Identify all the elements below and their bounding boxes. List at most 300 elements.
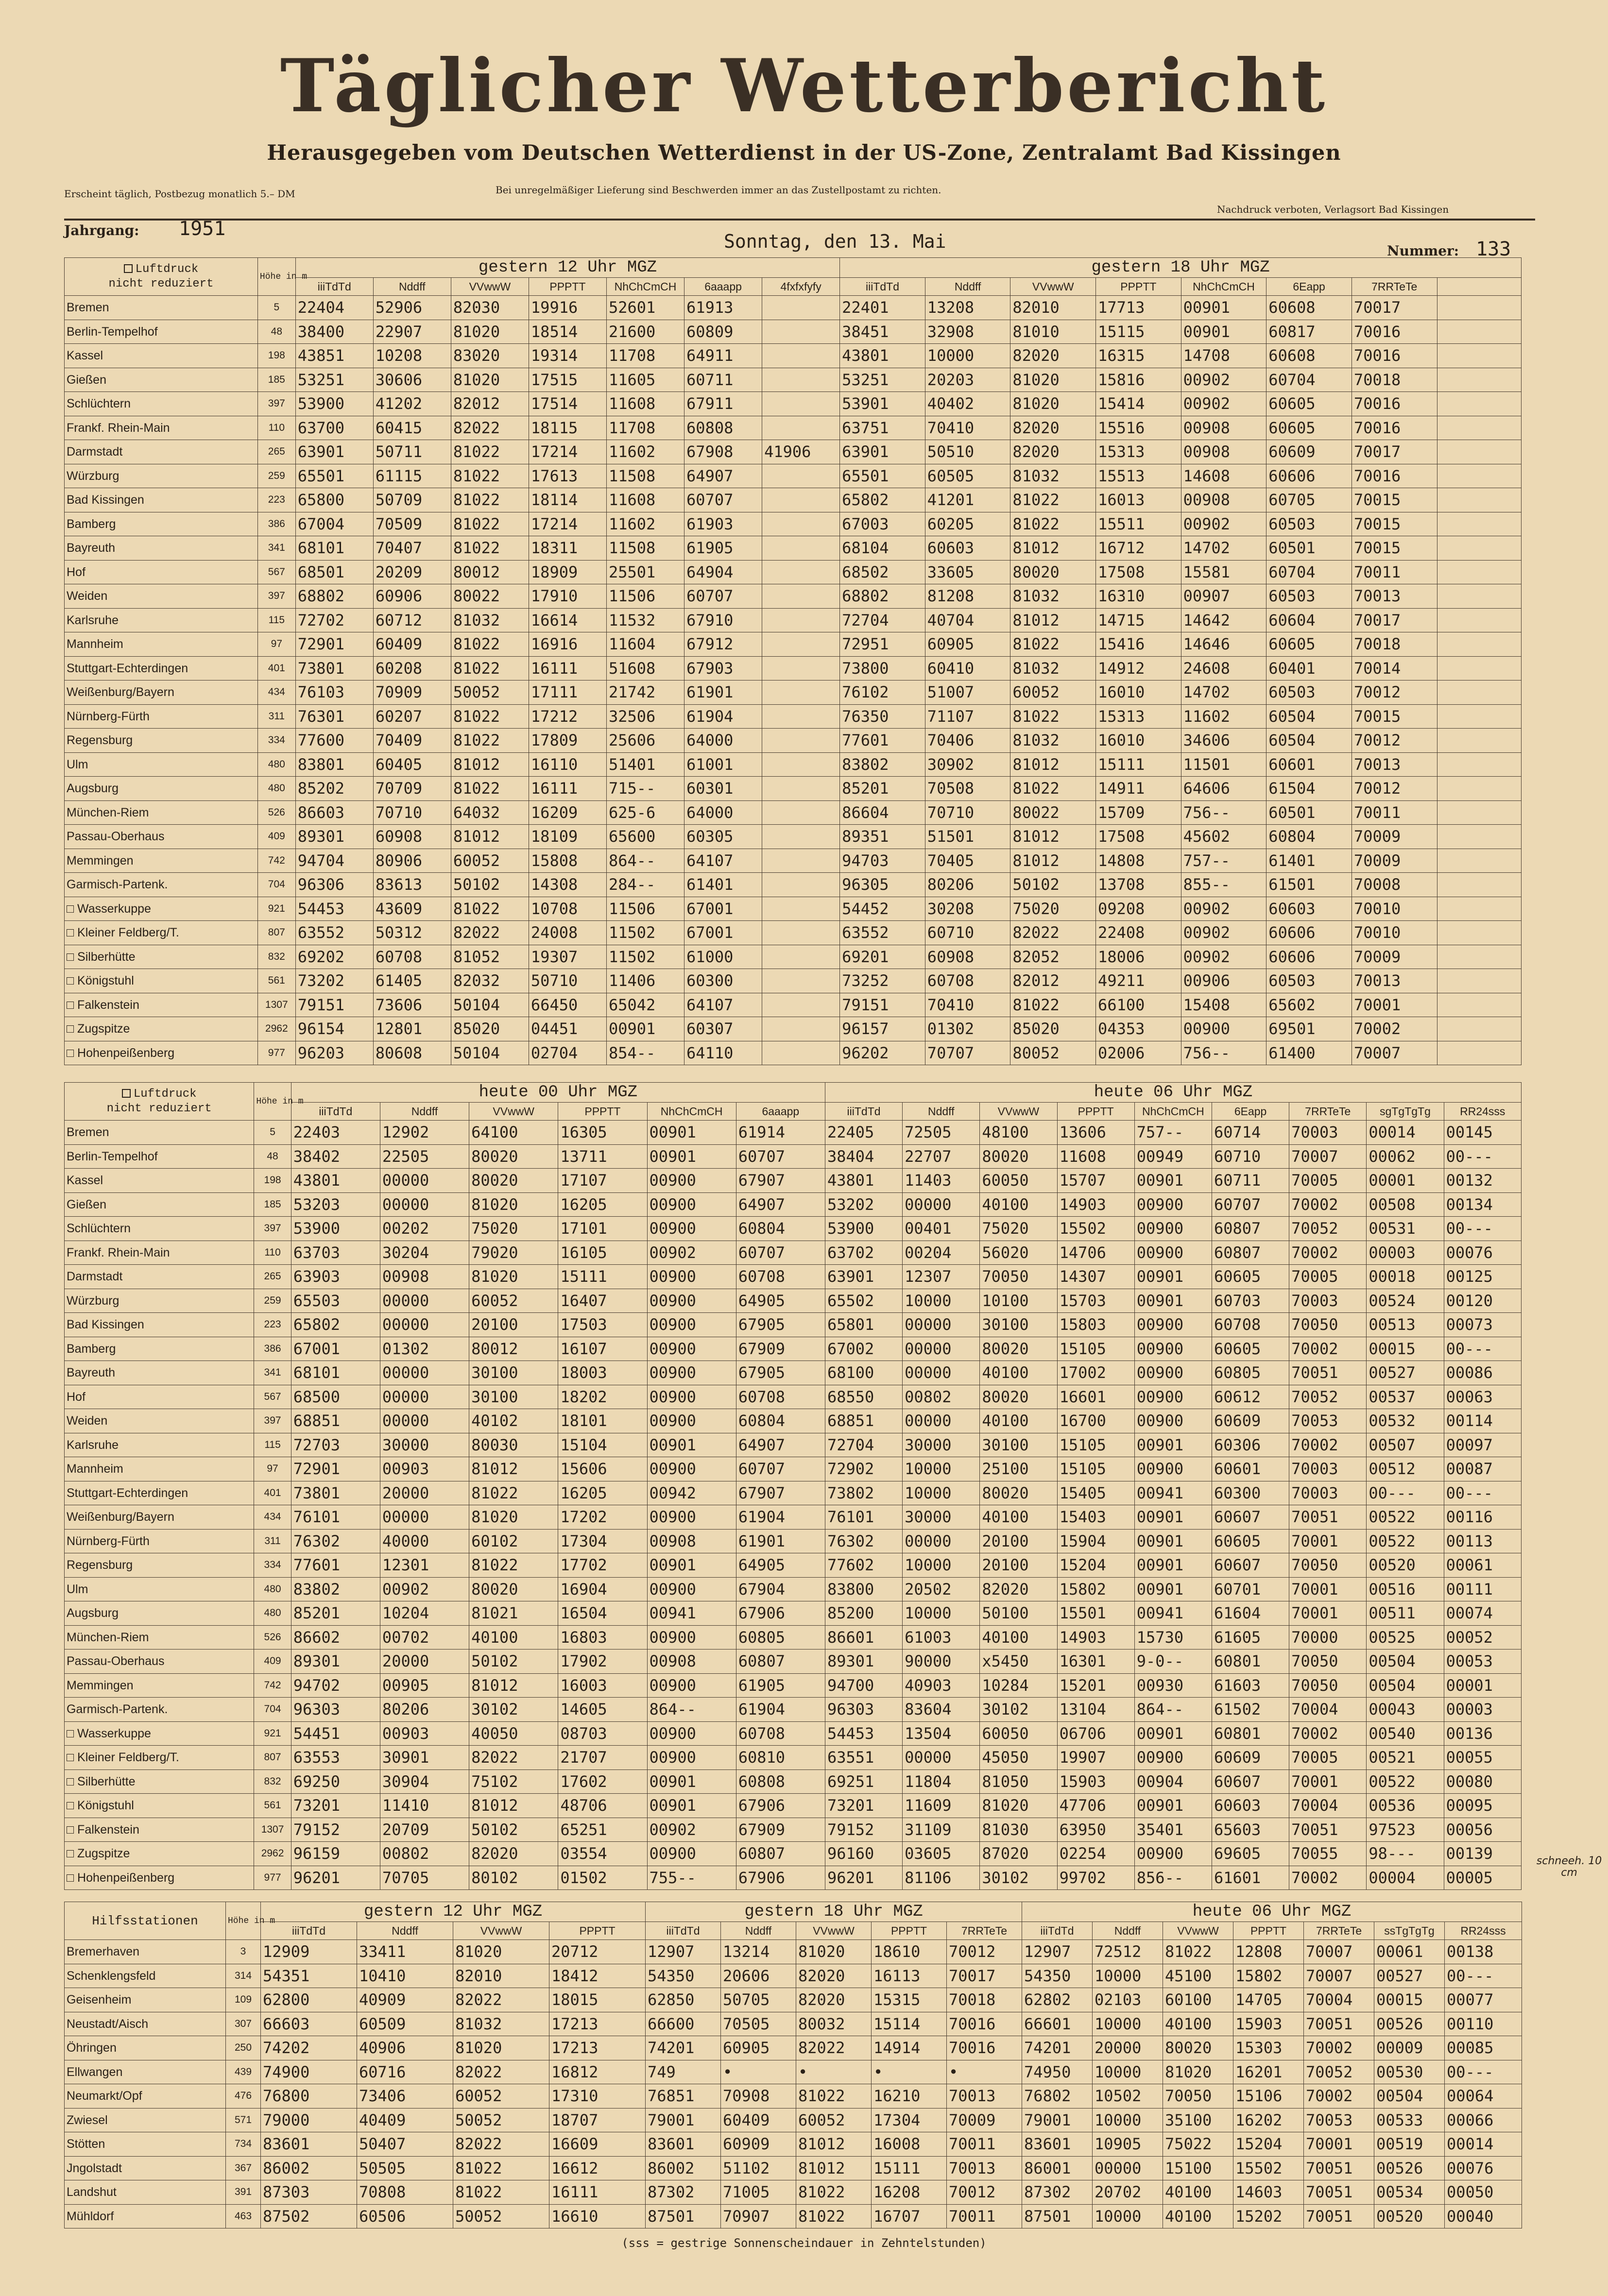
data-cell: 81022	[469, 1481, 558, 1505]
data-cell: 61603	[1212, 1673, 1289, 1698]
column-header: Nddff	[373, 278, 451, 296]
data-cell: 17212	[529, 704, 606, 729]
data-cell: 00125	[1444, 1265, 1521, 1289]
data-cell: 715--	[606, 777, 684, 801]
data-cell: 76302	[825, 1529, 902, 1553]
data-cell: 11602	[606, 440, 684, 464]
data-cell	[762, 704, 840, 729]
data-cell: 81020	[453, 1940, 549, 1964]
data-cell	[762, 656, 840, 680]
data-cell: 00901	[1134, 1433, 1212, 1457]
data-cell: 16407	[558, 1289, 647, 1313]
station-height: 476	[226, 2084, 261, 2109]
station-height: 2962	[254, 1842, 291, 1866]
data-cell: 15414	[1096, 392, 1181, 416]
data-cell: 00204	[903, 1241, 980, 1265]
data-cell: 31109	[903, 1818, 980, 1842]
column-header: Nddff	[380, 1103, 469, 1121]
data-cell: 77601	[291, 1553, 380, 1578]
data-cell: 21742	[606, 680, 684, 705]
data-cell: 99702	[1057, 1866, 1134, 1890]
data-cell: 10284	[980, 1673, 1057, 1698]
data-cell	[762, 536, 840, 561]
data-cell	[762, 897, 840, 921]
data-cell: 60612	[1212, 1385, 1289, 1409]
data-cell: 53202	[825, 1192, 902, 1217]
hilfs-gestern-12-title: gestern 12 Uhr MGZ	[261, 1902, 646, 1922]
data-cell: 32908	[925, 320, 1010, 344]
station-name: □ Königstuhl	[65, 969, 258, 993]
data-cell: 14903	[1057, 1625, 1134, 1650]
data-cell: 81022	[453, 2156, 549, 2180]
data-cell	[1437, 296, 1521, 320]
data-cell: 77601	[840, 729, 925, 753]
data-cell: 00901	[647, 1144, 736, 1169]
data-cell: 30102	[980, 1698, 1057, 1722]
data-cell: 00901	[1134, 1289, 1212, 1313]
data-cell: 00085	[1445, 2036, 1522, 2060]
data-cell: 83802	[291, 1577, 380, 1601]
table-row	[65, 1650, 1522, 1674]
table-row	[65, 1337, 1522, 1361]
data-cell: 00908	[1181, 488, 1266, 512]
data-cell: 16707	[872, 2204, 947, 2228]
station-height: 115	[254, 1433, 291, 1457]
data-cell: 70053	[1289, 1409, 1367, 1433]
data-cell: 67001	[684, 921, 762, 945]
data-cell: 11502	[606, 921, 684, 945]
data-cell: 06706	[1057, 1721, 1134, 1746]
column-header: Nddff	[1093, 1922, 1163, 1940]
data-cell	[1437, 440, 1521, 464]
data-cell: 16202	[1233, 2108, 1304, 2132]
data-cell: 04451	[529, 1017, 606, 1041]
data-cell: 00055	[1444, 1746, 1521, 1770]
data-cell	[762, 873, 840, 897]
table-row	[65, 1842, 1522, 1866]
station-name: Frankf. Rhein-Main	[65, 1241, 254, 1265]
data-cell: 87020	[980, 1842, 1057, 1866]
data-cell: 60506	[357, 2204, 453, 2228]
data-cell: 60050	[980, 1169, 1057, 1193]
data-cell: 00009	[1374, 2036, 1445, 2060]
data-cell: 00052	[1444, 1625, 1521, 1650]
data-cell: 00531	[1367, 1217, 1444, 1241]
data-cell: 80102	[469, 1866, 558, 1890]
station-name: Weiden	[65, 1409, 254, 1433]
footnote: (sss = gestrige Sonnenscheindauer in Zehntelstunden)	[621, 2236, 987, 2250]
station-name: Regensburg	[65, 1553, 254, 1578]
data-cell: 80206	[925, 873, 1010, 897]
data-cell: 70505	[721, 2012, 796, 2036]
data-cell: 66450	[529, 993, 606, 1017]
data-cell: 09208	[1096, 897, 1181, 921]
data-cell: 15403	[1057, 1505, 1134, 1530]
data-cell: 18412	[549, 1964, 646, 1988]
data-cell: 81022	[453, 2180, 549, 2205]
data-cell: 81022	[451, 632, 529, 657]
data-cell: 64606	[1181, 777, 1266, 801]
data-cell: 70004	[1289, 1698, 1367, 1722]
data-cell: 00---	[1445, 2060, 1522, 2084]
luftdruck-header-2: Luftdruck nicht reduziert	[65, 1083, 254, 1121]
station-name: Weiden	[65, 584, 258, 609]
data-cell: 00900	[647, 1625, 736, 1650]
data-cell: 61401	[684, 873, 762, 897]
data-cell: 00902	[647, 1241, 736, 1265]
column-header: iiiTdTd	[261, 1922, 357, 1940]
station-height: 48	[254, 1144, 291, 1169]
table-row	[65, 1409, 1522, 1433]
data-cell: 00097	[1444, 1433, 1521, 1457]
data-cell: 63552	[840, 921, 925, 945]
column-header: sgTgTgTg	[1367, 1103, 1444, 1121]
data-cell: 61501	[1266, 873, 1352, 897]
data-cell: 60605	[1266, 632, 1352, 657]
column-header: RR24sss	[1445, 1922, 1522, 1940]
station-height: 1307	[257, 993, 295, 1017]
data-cell: 82020	[980, 1577, 1057, 1601]
data-cell: 70011	[947, 2132, 1022, 2157]
number-label: Nummer:	[1387, 243, 1459, 259]
data-cell: 10000	[903, 1289, 980, 1313]
data-cell: 30208	[925, 897, 1010, 921]
station-name: □ Kleiner Feldberg/T.	[65, 1746, 254, 1770]
data-cell: 60607	[1212, 1505, 1289, 1530]
data-cell: 00145	[1444, 1121, 1521, 1145]
data-cell: 00905	[380, 1673, 469, 1698]
data-cell	[1437, 536, 1521, 561]
data-cell: 00---	[1444, 1217, 1521, 1241]
data-cell: 00113	[1444, 1529, 1521, 1553]
data-cell: 60604	[1266, 608, 1352, 632]
column-header: PPPTT	[1096, 278, 1181, 296]
station-name: Nürnberg-Fürth	[65, 1529, 254, 1553]
data-cell: 16609	[549, 2132, 646, 2157]
data-cell: 14605	[558, 1698, 647, 1722]
data-cell: 80020	[980, 1385, 1057, 1409]
data-cell: 10000	[903, 1553, 980, 1578]
data-cell: 68550	[825, 1385, 902, 1409]
data-cell: 30100	[980, 1433, 1057, 1457]
data-cell: 00802	[380, 1842, 469, 1866]
data-cell: 74201	[1022, 2036, 1093, 2060]
data-cell: 82052	[1010, 945, 1096, 969]
data-cell: 00095	[1444, 1794, 1521, 1818]
data-cell: 54351	[261, 1964, 357, 1988]
data-cell: 81022	[1163, 1940, 1233, 1964]
data-cell: 00532	[1367, 1409, 1444, 1433]
data-cell: 82020	[1010, 440, 1096, 464]
data-cell: 15581	[1181, 560, 1266, 584]
data-cell: 76302	[291, 1529, 380, 1553]
data-cell: 00908	[380, 1265, 469, 1289]
data-cell: 00064	[1445, 2084, 1522, 2109]
data-cell: 60704	[1266, 560, 1352, 584]
station-height: 1307	[254, 1818, 291, 1842]
data-cell: 60804	[736, 1217, 825, 1241]
data-cell: 70707	[925, 1041, 1010, 1065]
data-cell: 81022	[1010, 632, 1096, 657]
data-cell: 41202	[373, 392, 451, 416]
table-row	[65, 368, 1522, 392]
data-cell: 81020	[469, 1265, 558, 1289]
data-cell: 48706	[558, 1794, 647, 1818]
data-cell: 00139	[1444, 1842, 1521, 1866]
data-cell: 60208	[373, 656, 451, 680]
column-header: iiiTdTd	[825, 1103, 902, 1121]
data-cell: 13711	[558, 1144, 647, 1169]
data-cell: 82010	[453, 1964, 549, 1988]
data-cell: 79001	[1022, 2108, 1093, 2132]
station-height: 198	[257, 344, 295, 368]
data-cell: 81022	[451, 440, 529, 464]
station-name: Bremen	[65, 1121, 254, 1145]
data-cell	[762, 608, 840, 632]
data-cell: 40000	[380, 1529, 469, 1553]
column-header: VVwwW	[451, 278, 529, 296]
column-header: 7RRTeTe	[1304, 1922, 1374, 1940]
data-cell: 87501	[646, 2204, 721, 2228]
data-cell: 10208	[373, 344, 451, 368]
data-cell	[1437, 680, 1521, 705]
table-row	[65, 1698, 1522, 1722]
data-cell: 24608	[1181, 656, 1266, 680]
station-height: 480	[257, 752, 295, 777]
data-cell: 60603	[925, 536, 1010, 561]
data-cell: 77600	[295, 729, 373, 753]
data-cell: 81032	[453, 2012, 549, 2036]
data-cell: 10100	[980, 1289, 1057, 1313]
table-row	[65, 1988, 1522, 2012]
data-cell: 864--	[647, 1698, 736, 1722]
data-cell: 00906	[1181, 969, 1266, 993]
data-cell	[1437, 921, 1521, 945]
table-row	[65, 1529, 1522, 1553]
data-cell: 61502	[1212, 1698, 1289, 1722]
data-cell: 70017	[947, 1964, 1022, 1988]
data-cell: 00076	[1444, 1241, 1521, 1265]
data-cell: 33605	[925, 560, 1010, 584]
data-cell: 82032	[451, 969, 529, 993]
data-cell: 70001	[1289, 1601, 1367, 1626]
station-height: 409	[257, 825, 295, 849]
station-name: Ulm	[65, 1577, 254, 1601]
data-cell: 16003	[558, 1673, 647, 1698]
data-cell: 83802	[840, 752, 925, 777]
data-cell: 67906	[736, 1601, 825, 1626]
data-cell: 80032	[796, 2012, 872, 2036]
data-cell: 16504	[558, 1601, 647, 1626]
station-name: Ulm	[65, 752, 258, 777]
data-cell: 60905	[925, 632, 1010, 657]
data-cell: 67909	[736, 1337, 825, 1361]
data-cell: 10000	[903, 1601, 980, 1626]
data-cell: 51608	[606, 656, 684, 680]
data-cell: 22403	[291, 1121, 380, 1145]
data-cell: 81106	[903, 1866, 980, 1890]
data-cell: 00902	[1181, 921, 1266, 945]
data-cell: 80012	[451, 560, 529, 584]
data-cell: 17213	[549, 2036, 646, 2060]
data-cell: 76802	[1022, 2084, 1093, 2109]
data-cell: 00000	[380, 1169, 469, 1193]
data-cell: 15703	[1057, 1289, 1134, 1313]
data-cell: 70709	[373, 777, 451, 801]
data-cell: 60707	[684, 488, 762, 512]
data-cell: 00001	[1367, 1169, 1444, 1193]
data-cell: 00504	[1374, 2084, 1445, 2109]
data-cell: 70003	[1289, 1457, 1367, 1481]
data-cell: 02006	[1096, 1041, 1181, 1065]
data-cell: 64905	[736, 1289, 825, 1313]
data-cell: 81022	[1010, 488, 1096, 512]
data-cell: 00---	[1444, 1337, 1521, 1361]
data-cell: 11532	[606, 608, 684, 632]
data-cell: 83613	[373, 873, 451, 897]
data-cell: 72902	[825, 1457, 902, 1481]
data-cell: 81020	[451, 320, 529, 344]
data-cell: 00508	[1367, 1192, 1444, 1217]
data-cell: 60701	[1212, 1577, 1289, 1601]
data-cell: 17902	[558, 1650, 647, 1674]
data-cell: 79020	[469, 1241, 558, 1265]
data-cell: 00000	[380, 1385, 469, 1409]
data-cell: 20100	[469, 1313, 558, 1337]
data-cell: 864--	[606, 849, 684, 873]
data-cell: 13504	[903, 1721, 980, 1746]
table-row	[65, 1721, 1522, 1746]
complaint-note: Bei unregelmäßiger Lieferung sind Beschwerden immer an das Zustellpostamt zu richten.	[496, 184, 941, 196]
station-height: 832	[254, 1769, 291, 1794]
data-cell: 81022	[451, 488, 529, 512]
data-cell: 96306	[295, 873, 373, 897]
data-cell: 61605	[1212, 1625, 1289, 1650]
data-cell: 00902	[1181, 897, 1266, 921]
data-cell: 00000	[380, 1289, 469, 1313]
station-height: 977	[257, 1041, 295, 1065]
data-cell: 70907	[721, 2204, 796, 2228]
data-cell: 00000	[903, 1313, 980, 1337]
station-name: Kassel	[65, 344, 258, 368]
data-cell: 00900	[1134, 1385, 1212, 1409]
data-cell: 00000	[1093, 2156, 1163, 2180]
data-cell: 82020	[469, 1842, 558, 1866]
data-cell: 70004	[1304, 1988, 1374, 2012]
data-cell: 45100	[1163, 1964, 1233, 1988]
data-cell: 51102	[721, 2156, 796, 2180]
data-cell: 43801	[825, 1169, 902, 1193]
data-cell: 70018	[1351, 368, 1437, 392]
data-cell: 00056	[1444, 1818, 1521, 1842]
data-cell: 16315	[1096, 344, 1181, 368]
data-cell: 14702	[1181, 536, 1266, 561]
data-cell: 14903	[1057, 1192, 1134, 1217]
station-height: 97	[257, 632, 295, 657]
data-cell: 70002	[1304, 2036, 1374, 2060]
station-height: 334	[257, 729, 295, 753]
data-cell	[1437, 320, 1521, 344]
table-row	[65, 1289, 1522, 1313]
data-cell: 17809	[529, 729, 606, 753]
data-cell: 15511	[1096, 512, 1181, 536]
data-cell: 14708	[1181, 344, 1266, 368]
data-cell: 60415	[373, 416, 451, 440]
data-cell: 96160	[825, 1842, 902, 1866]
data-cell: 16010	[1096, 680, 1181, 705]
data-cell: 00900	[647, 1746, 736, 1770]
data-cell: 69202	[295, 945, 373, 969]
data-cell: 17508	[1096, 825, 1181, 849]
data-cell: 70013	[1351, 969, 1437, 993]
data-cell: 60503	[1266, 680, 1352, 705]
data-cell: 00901	[647, 1769, 736, 1794]
data-cell: 16201	[1233, 2060, 1304, 2084]
data-cell: 02704	[529, 1041, 606, 1065]
data-cell: 86001	[1022, 2156, 1093, 2180]
data-cell: 70052	[1304, 2060, 1374, 2084]
data-cell: 40704	[925, 608, 1010, 632]
data-cell: 73202	[295, 969, 373, 993]
data-cell: 83601	[646, 2132, 721, 2157]
luftdruck-header: Luftdruck nicht reduziert	[65, 258, 258, 296]
data-cell: 70015	[1351, 488, 1437, 512]
data-cell: 00900	[1134, 1192, 1212, 1217]
data-cell: 30000	[380, 1433, 469, 1457]
station-name: Bamberg	[65, 1337, 254, 1361]
data-cell: 00942	[647, 1481, 736, 1505]
data-cell: 15100	[1163, 2156, 1233, 2180]
data-cell: 16210	[872, 2084, 947, 2109]
data-cell: 80020	[1163, 2036, 1233, 2060]
data-cell: 70013	[947, 2156, 1022, 2180]
data-cell: 16010	[1096, 729, 1181, 753]
data-cell: 15513	[1096, 464, 1181, 488]
data-cell: 854--	[606, 1041, 684, 1065]
station-height: 409	[254, 1650, 291, 1674]
data-cell: 00540	[1367, 1721, 1444, 1746]
data-cell: 70011	[1351, 800, 1437, 825]
data-cell: 75020	[980, 1217, 1057, 1241]
data-cell: 54350	[1022, 1964, 1093, 1988]
column-header: 4fxfxfyfy	[762, 278, 840, 296]
data-cell: 11502	[606, 945, 684, 969]
station-name: Bad Kissingen	[65, 1313, 254, 1337]
data-cell: 20000	[1093, 2036, 1163, 2060]
station-height: 401	[257, 656, 295, 680]
data-cell: 00930	[1134, 1673, 1212, 1698]
data-cell: 13708	[1096, 873, 1181, 897]
station-height: 386	[254, 1337, 291, 1361]
table-row	[65, 320, 1522, 344]
data-cell: 63551	[825, 1746, 902, 1770]
hilfs-heute-06-title: heute 06 Uhr MGZ	[1022, 1902, 1522, 1922]
data-cell: 22907	[373, 320, 451, 344]
station-height: 921	[254, 1721, 291, 1746]
data-cell: 38404	[825, 1144, 902, 1169]
data-cell: 00040	[1445, 2204, 1522, 2228]
data-cell: 70005	[1289, 1265, 1367, 1289]
station-name: Augsburg	[65, 1601, 254, 1626]
data-cell: 01302	[925, 1017, 1010, 1041]
data-cell: 15204	[1233, 2132, 1304, 2157]
data-cell: 00015	[1367, 1337, 1444, 1361]
data-cell: 80608	[373, 1041, 451, 1065]
data-cell: 81032	[1010, 464, 1096, 488]
data-cell: 80020	[469, 1577, 558, 1601]
data-cell: 96201	[291, 1866, 380, 1890]
data-cell: 72951	[840, 632, 925, 657]
